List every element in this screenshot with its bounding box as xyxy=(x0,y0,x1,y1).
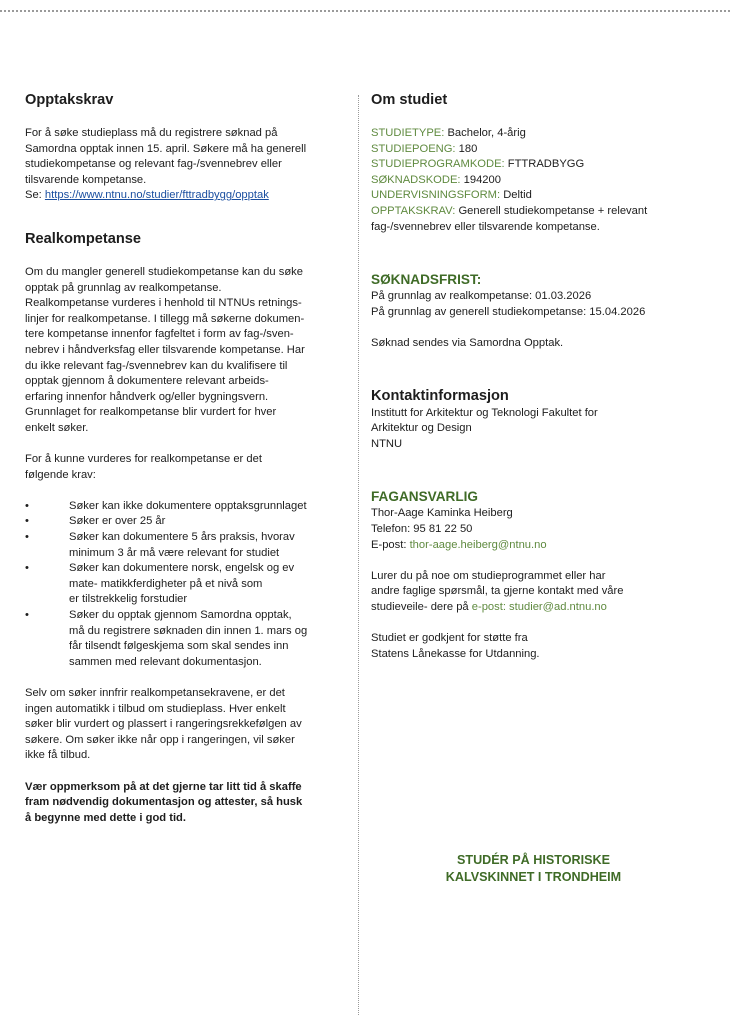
opptak-link[interactable]: https://www.ntnu.no/studier/fttradbygg/opptak xyxy=(44,189,269,202)
fagansvarlig-email[interactable]: thor-aage.heiberg@ntnu.no xyxy=(409,538,547,551)
column-divider xyxy=(358,95,359,1015)
study-facts xyxy=(371,126,696,235)
soknadsfrist-dates: På grunnlag av realkompetanse: 01.03.2026 På grunnlag av generell studiekompetanse: 15.04.2026 xyxy=(371,290,646,318)
list-item: • Søker kan dokumentere 5 års praksis, hvorav minimum 3 år må være relevant for studiet xyxy=(25,530,350,561)
requirements-list xyxy=(25,499,350,671)
fact-studietype: STUDIETYPE: Bachelor, 4-årig xyxy=(371,127,526,139)
opptakskrav-text: For å søke studieplass må du registrere søknad på Samordna opptak innen 15. april. Søkere må ha generell studiekompetanse og relevant fag-/svennebrev eller tilsvarende kompetanse. Se: https://www.ntnu.no/studier/fttradbygg/opptak xyxy=(25,127,307,202)
kalvskinnet-banner: STUDÉR PÅ HISTORISKE KALVSKINNET I TRONDHEIM xyxy=(445,853,622,884)
right-column xyxy=(371,90,696,662)
kontakt-heading: Kontaktinformasjon xyxy=(371,387,509,404)
krav-intro: For å kunne vurderes for realkompetanse er det følgende krav: xyxy=(25,453,262,481)
fagansvarlig-info: Thor-Aage Kaminka Heiberg Telefon: 95 81 22 50 E-post: thor-aage.heiberg@ntnu.no xyxy=(371,507,547,551)
opptakskrav-heading: Opptakskrav xyxy=(25,92,114,108)
list-item: • Søker kan ikke dokumentere opptaksgrunnlaget xyxy=(25,499,350,515)
top-dotted-rule xyxy=(0,10,730,12)
studier-email[interactable]: e-post: studier@ad.ntnu.no xyxy=(471,600,607,613)
list-item: • Søker kan dokumentere norsk, engelsk og ev mate- matikkferdigheter på et nivå som er tilstrekkelig forstudier xyxy=(25,561,350,608)
fact-studiepoeng: STUDIEPOENG: 180 xyxy=(371,142,478,155)
left-column xyxy=(25,90,350,826)
realkompetanse-intro: Om du mangler generell studiekompetanse kan du søke opptak på grunnlag av realkompetanse. Realkompetanse vurderes i henhold til NTNUs retnings- linjer for realkompetanse. I tillegg må søkerne dokumen- tere kompetanse innenfor fagfeltet i form av fag-/sven- nebrev i håndverksfag eller tilsvarende kompetanse. Har du ikke relevant fag-/svennebrev kan du kvalifisere til opptak gjennom å dokumentere relevant arbeids- erfaring innenfor håndverk og/eller bygningsvern. Grunnlaget for realkompetanse blir vurdert for hver enkelt søker. xyxy=(25,265,305,434)
attention-note: Vær oppmerksom på at det gjerne tar litt tid å skaffe fram nødvendig dokumentasjon og attester, så husk å begynne med dette i god tid. xyxy=(25,780,303,824)
fagansvarlig-heading: FAGANSVARLIG xyxy=(371,489,478,505)
kontakt-veileder: Lurer du på noe om studieprogrammet eller har andre faglige spørsmål, ta gjerne kontakt med våre studieveile- dere på e-post: studier@ad.ntnu.no xyxy=(371,569,624,613)
lanekasse-note: Studiet er godkjent for støtte fra Statens Lånekasse for Utdanning. xyxy=(371,632,540,660)
list-item: • Søker du opptak gjennom Samordna opptak, må du registrere søknaden din innen 1. mars og får tilsendt følgeskjema som skal sendes inn sammen med relevant dokumentasjon. xyxy=(25,608,350,670)
realkompetanse-heading: Realkompetanse xyxy=(25,230,141,247)
list-item: • Søker er over 25 år xyxy=(25,514,350,530)
kontakt-address: Institutt for Arkitektur og Teknologi Fakultet for Arkitektur og Design NTNU xyxy=(371,406,598,450)
fact-soknadskode: SØKNADSKODE: 194200 xyxy=(371,173,501,186)
soknad-sendes: Søknad sendes via Samordna Opptak. xyxy=(371,336,564,349)
fact-undervisningsform: UNDERVISNINGSFORM: Deltid xyxy=(371,189,532,202)
soknadsfrist-heading: SØKNADSFRIST: xyxy=(371,272,482,288)
om-studiet-heading: Om studiet xyxy=(371,92,448,108)
fact-studieprogramkode: STUDIEPROGRAMKODE: FTTRADBYGG xyxy=(371,158,585,171)
fact-opptakskrav: OPPTAKSKRAV: Generell studiekompetanse + relevant fag-/svennebrev eller tilsvarende kompetanse. xyxy=(371,204,648,233)
tilbud-text: Selv om søker innfrir realkompetansekravene, er det ingen automatikk i tilbud om studieplass. Hver enkelt søker blir vurdert og plassert i rangeringsrekkefølgen av søkere. Om søker ikke når opp i rangeringen, vil søker ikke få tilbud. xyxy=(25,687,302,762)
